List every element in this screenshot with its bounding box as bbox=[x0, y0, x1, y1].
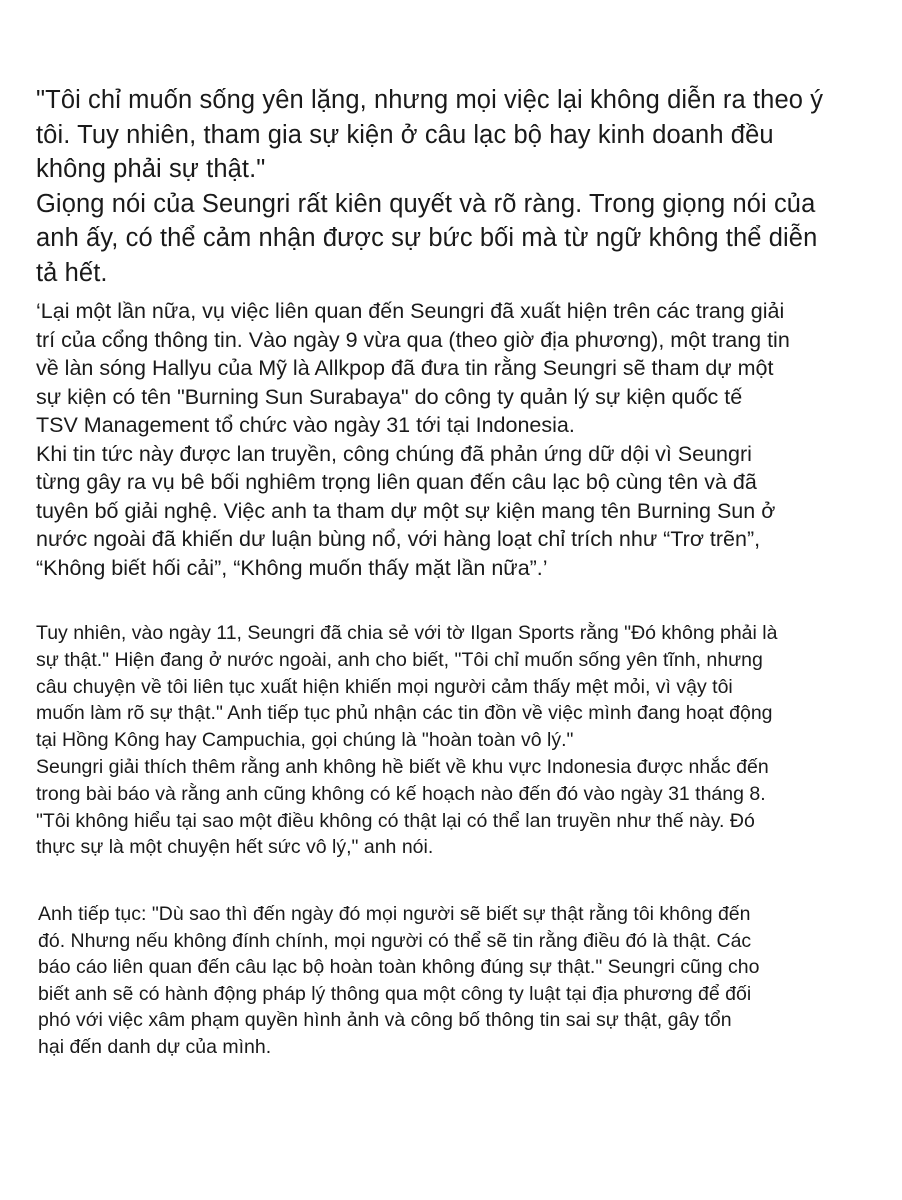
text-line: “Không biết hối cải”, “Không muốn thấy mặt lần nữa”.’ bbox=[36, 555, 548, 580]
text-line: thực sự là một chuyện hết sức vô lý," anh nói. bbox=[36, 836, 434, 859]
text-line: ‘Lại một lần nữa, vụ việc liên quan đến Seungri đã xuất hiện trên các trang giải bbox=[36, 299, 785, 323]
text-line: phó với việc xâm phạm quyền hình ảnh và công bố thông tin sai sự thật, gây tổn bbox=[38, 1009, 732, 1032]
text-line: muốn làm rõ sự thật." Anh tiếp tục phủ nhận các tin đồn về việc mình đang hoạt động bbox=[36, 702, 773, 725]
text-line: về làn sóng Hallyu của Mỹ là Allkpop đã đưa tin rằng Seungri sẽ tham dự một bbox=[36, 356, 774, 380]
text-line: sự thật." Hiện đang ở nước ngoài, anh cho biết, "Tôi chỉ muốn sống yên tĩnh, nhưng bbox=[36, 648, 763, 671]
text-line: nước ngoài đã khiến dư luận bùng nổ, với hàng loạt chỉ trích như “Trơ trẽn”, bbox=[36, 527, 761, 551]
quote-paragraph bbox=[36, 83, 823, 290]
text-line: "Tôi chỉ muốn sống yên lặng, nhưng mọi việc lại không diễn ra theo ý bbox=[36, 86, 824, 114]
text-line: từng gây ra vụ bê bối nghiêm trọng liên quan đến câu lạc bộ cùng tên và đã bbox=[36, 470, 757, 494]
text-line: Anh tiếp tục: "Dù sao thì đến ngày đó mọi người sẽ biết sự thật rằng tôi không đến bbox=[38, 903, 751, 925]
text-line: tuyên bố giải nghệ. Việc anh ta tham dự một sự kiện mang tên Burning Sun ở bbox=[36, 498, 776, 523]
news-context-paragraph bbox=[36, 297, 790, 582]
text-line: "Tôi không hiểu tại sao một điều không có thật lại có thể lan truyền như thế này. Đó bbox=[36, 809, 755, 832]
text-line: tôi. Tuy nhiên, tham gia sự kiện ở câu lạc bộ hay kinh doanh đều bbox=[36, 120, 774, 149]
text-line: không phải sự thật." bbox=[36, 155, 266, 183]
text-line: trí của cổng thông tin. Vào ngày 9 vừa qua (theo giờ địa phương), một trang tin bbox=[36, 327, 790, 352]
text-line: anh ấy, có thể cảm nhận được sự bức bối mà từ ngữ không thể diễn bbox=[36, 224, 818, 252]
response-paragraph bbox=[36, 620, 777, 861]
text-line: Tuy nhiên, vào ngày 11, Seungri đã chia sẻ với tờ Ilgan Sports rằng "Đó không phải là bbox=[36, 622, 778, 644]
text-line: trong bài báo và rằng anh cũng không có kế hoạch nào đến đó vào ngày 31 tháng 8. bbox=[36, 782, 766, 805]
text-line: Khi tin tức này được lan truyền, công chúng đã phản ứng dữ dội vì Seungri bbox=[36, 441, 752, 466]
text-line: tả hết. bbox=[36, 258, 108, 287]
text-line: Giọng nói của Seungri rất kiên quyết và rõ ràng. Trong giọng nói của bbox=[36, 189, 816, 218]
text-line: câu chuyện về tôi liên tục xuất hiện khiến mọi người cảm thấy mệt mỏi, vì vậy tôi bbox=[36, 675, 733, 698]
legal-action-paragraph bbox=[38, 901, 759, 1061]
text-line: sự kiện có tên "Burning Sun Surabaya" do công ty quản lý sự kiện quốc tế bbox=[36, 384, 743, 409]
text-line: tại Hồng Kông hay Campuchia, gọi chúng là "hoàn toàn vô lý." bbox=[36, 729, 574, 752]
text-line: đó. Nhưng nếu không đính chính, mọi người có thể sẽ tin rằng điều đó là thật. Các bbox=[38, 929, 752, 952]
text-line: biết anh sẽ có hành động pháp lý thông qua một công ty luật tại địa phương để đối bbox=[38, 982, 752, 1005]
text-line: báo cáo liên quan đến câu lạc bộ hoàn toàn không đúng sự thật." Seungri cũng cho bbox=[38, 956, 760, 979]
text-line: hại đến danh dự của mình. bbox=[38, 1035, 272, 1058]
text-line: TSV Management tổ chức vào ngày 31 tới tại Indonesia. bbox=[36, 413, 575, 437]
text-line: Seungri giải thích thêm rằng anh không hề biết về khu vực Indonesia được nhắc đến bbox=[36, 755, 769, 778]
